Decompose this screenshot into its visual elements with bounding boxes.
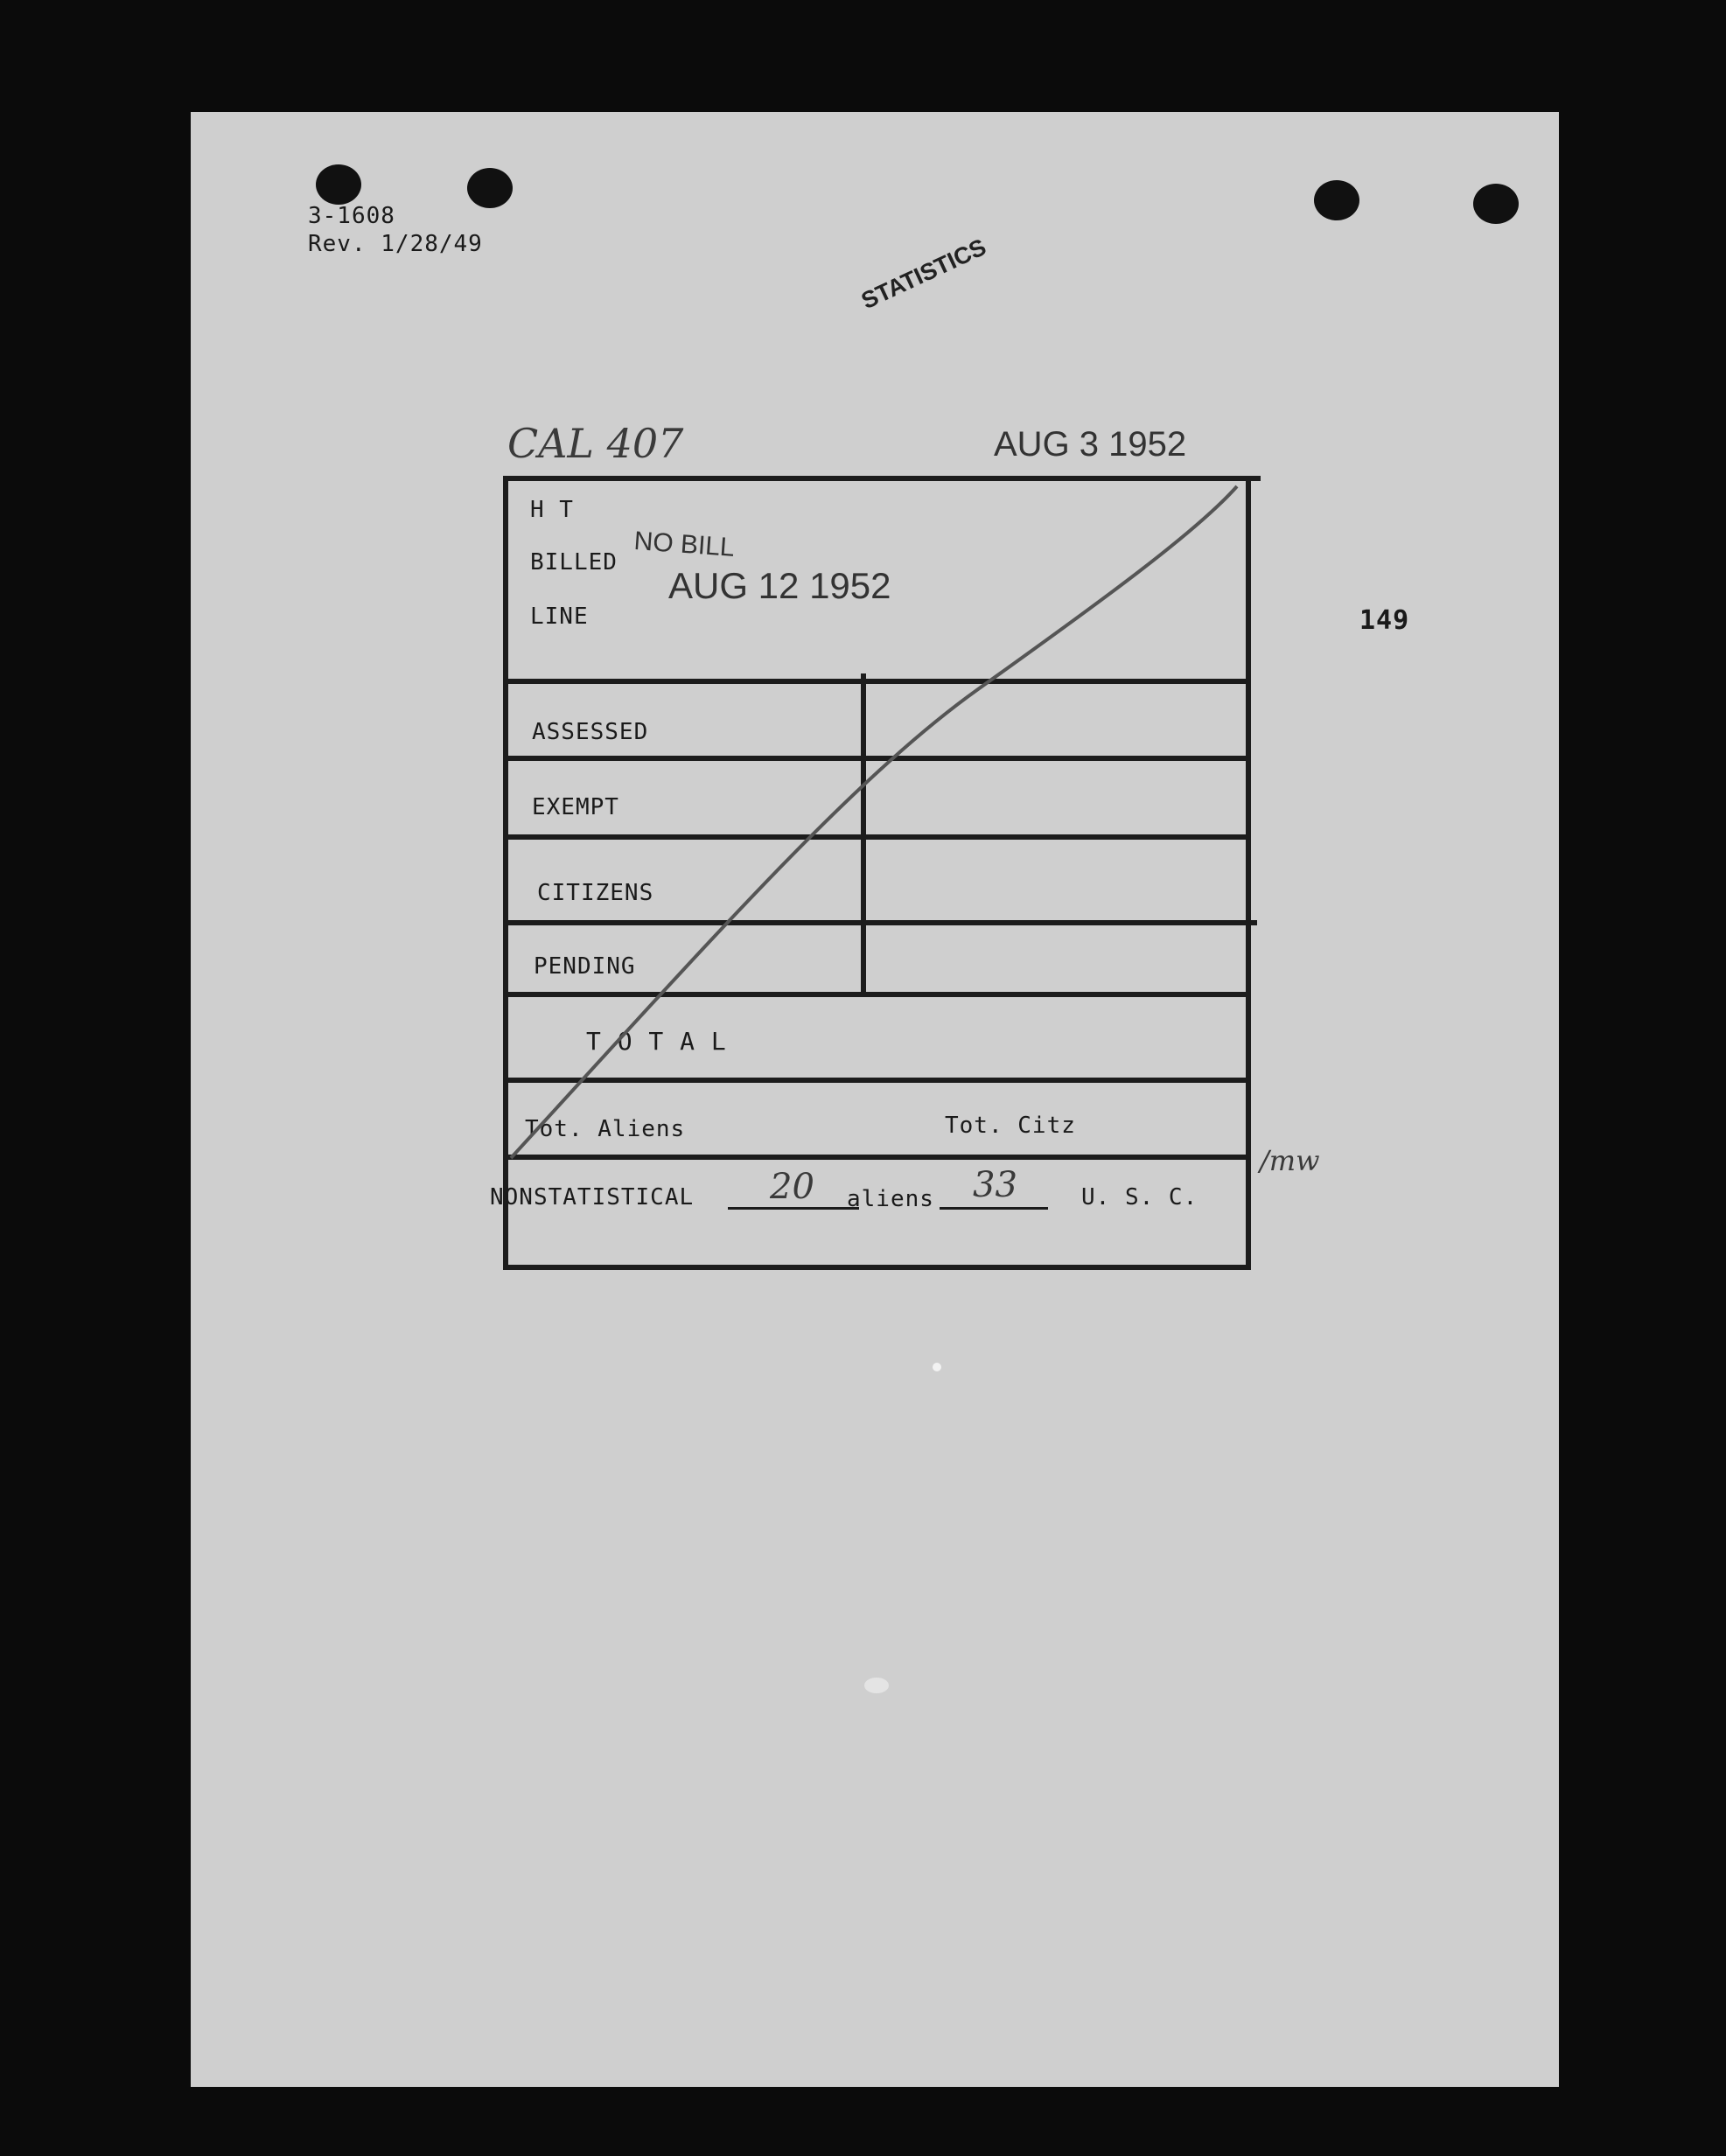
total-label: T O T A L [586, 1027, 727, 1056]
usc-label: U. S. C. [1081, 1184, 1198, 1211]
row-assessed: ASSESSED [532, 719, 649, 745]
tot-citizens-label: Tot. Citz [945, 1113, 1076, 1139]
row-citizens: CITIZENS [537, 880, 654, 906]
document-page [191, 112, 1559, 2087]
dust-speck [864, 1678, 889, 1693]
punch-hole-2 [467, 168, 513, 208]
header-divider [503, 679, 1251, 684]
table-bottom-outer [503, 1265, 1251, 1270]
tot-aliens-label: Tot. Aliens [525, 1116, 686, 1142]
row-divider-4 [503, 992, 1251, 997]
row-exempt: EXEMPT [532, 794, 619, 820]
form-number: 3-1608 [308, 203, 395, 229]
row-divider-5 [503, 1078, 1251, 1083]
vessel-handwritten: CAL 407 [507, 420, 684, 467]
row-divider-3 [503, 920, 1257, 925]
header-ht: H T [530, 497, 574, 523]
billed-date-stamp: AUG 12 1952 [668, 565, 891, 606]
usc-blank [940, 1207, 1048, 1210]
punch-hole-1 [316, 164, 361, 205]
table-right-border [1246, 476, 1251, 1270]
row-divider-2 [503, 834, 1251, 840]
form-revision: Rev. 1/28/49 [308, 231, 483, 257]
table-left-border [503, 476, 508, 1270]
initials-handwritten: /mw [1260, 1144, 1320, 1177]
aliens-label: aliens [847, 1186, 934, 1212]
value-column-divider [861, 673, 866, 992]
punch-hole-4 [1473, 184, 1519, 224]
row-pending: PENDING [534, 953, 636, 980]
usc-count: 33 [973, 1165, 1017, 1205]
row-divider-1 [503, 756, 1251, 761]
cancellation-line [191, 112, 1559, 2087]
header-billed: BILLED [530, 549, 618, 576]
header-line: LINE [530, 604, 589, 630]
dust-speck [933, 1363, 941, 1371]
nonstatistical-label: NONSTATISTICAL [490, 1184, 695, 1211]
aliens-blank [728, 1207, 859, 1210]
punch-hole-3 [1314, 180, 1359, 220]
date-stamp-top: AUG 3 1952 [994, 425, 1187, 464]
statistics-stamp: STATISTICS [857, 234, 990, 315]
table-bottom-border [503, 1155, 1251, 1160]
side-number: 149 [1359, 605, 1410, 636]
no-bill-stamp: NO BILL [632, 527, 736, 562]
aliens-count: 20 [770, 1167, 814, 1207]
table-top-border [503, 476, 1261, 481]
